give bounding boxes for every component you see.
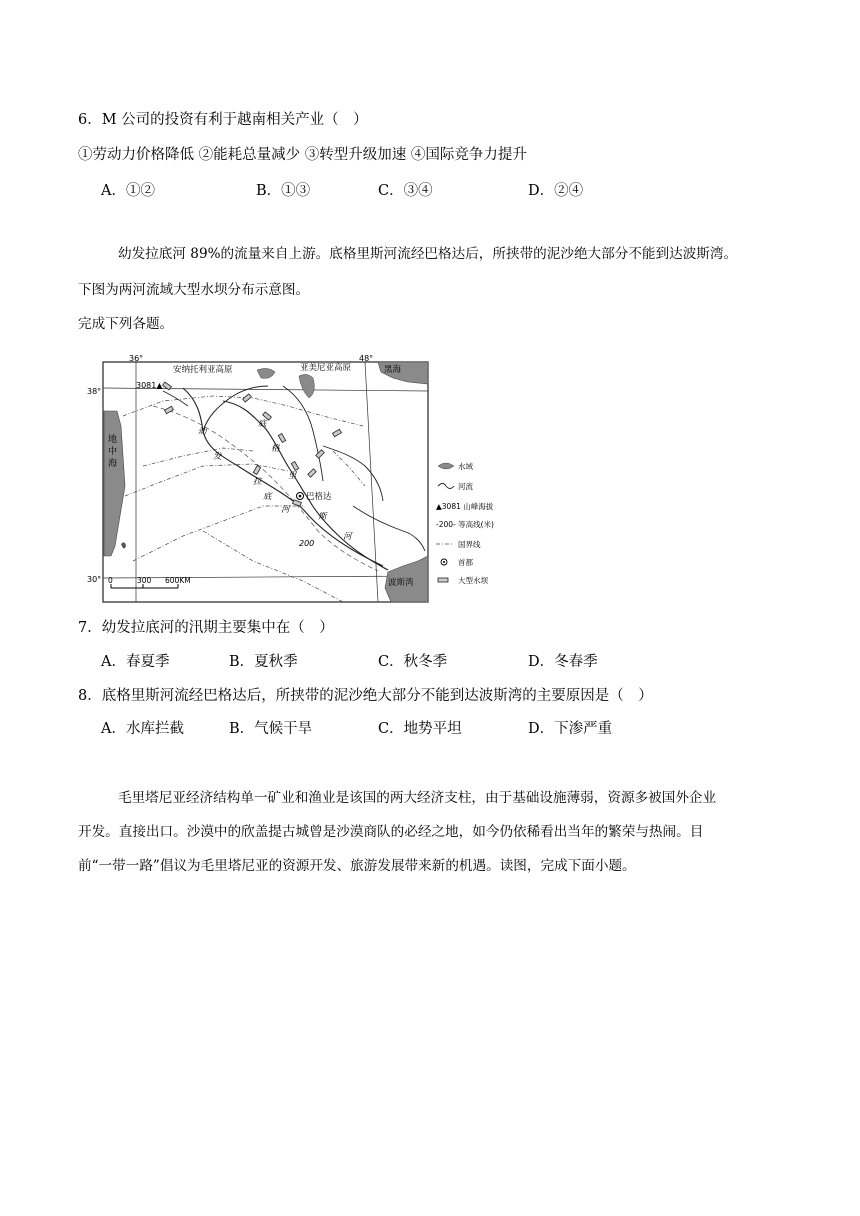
q6-option-d: D．②④ [528, 183, 584, 199]
q8-option-a: A．水库拦截 [101, 721, 184, 737]
passage1-line1: 幼发拉底河 89%的流量来自上游。底格里斯河流经巴格达后，所挟带的泥沙绝大部分不能到达波斯湾。 [118, 246, 738, 262]
q6-stem: 6．M 公司的投资有利于越南相关产业（ ） [78, 112, 368, 128]
q6-option-c: C．③④ [378, 183, 433, 199]
legend-river-icon [438, 484, 454, 489]
q8-option-c: C．地势平坦 [378, 721, 462, 737]
q6-option-a: A．①② [101, 183, 155, 199]
lat-label-38: 38° [87, 387, 102, 396]
q6-items: ①劳动力价格降低 ②能耗总量减少 ③转型升级加速 ④国际竞争力提升 [78, 147, 527, 163]
label-mediterranean-3: 海 [108, 459, 118, 469]
contour-label: 200 [299, 539, 315, 548]
capital-label: 巴格达 [306, 492, 332, 502]
svg-text:河: 河 [281, 505, 290, 515]
label-mediterranean-1: 地 [108, 435, 118, 445]
svg-text:河流: 河流 [458, 482, 473, 491]
peak-label: 3081▲ [136, 381, 163, 390]
label-mediterranean-2: 中 [108, 447, 118, 457]
q8-option-b: B．气候干旱 [229, 721, 313, 737]
q7-stem: 7．幼发拉底河的汛期主要集中在（ ） [78, 620, 334, 636]
svg-text:首都: 首都 [458, 558, 473, 567]
label-armenian-plateau: 亚美尼亚高原 [300, 363, 352, 373]
legend-dam-icon [438, 578, 448, 582]
svg-text:拉: 拉 [253, 477, 262, 487]
svg-text:河: 河 [343, 532, 352, 542]
svg-text:大型水坝: 大型水坝 [458, 576, 488, 585]
label-persian-gulf: 波斯湾 [388, 578, 414, 588]
passage1-line2: 下图为两河流域大型水坝分布示意图。 [78, 282, 310, 298]
svg-text:里: 里 [288, 471, 297, 481]
svg-text:格: 格 [271, 444, 280, 454]
q8-stem: 8．底格里斯河流经巴格达后，所挟带的泥沙绝大部分不能到达波斯湾的主要原因是（ ） [78, 688, 653, 704]
two-rivers-dam-map [87, 354, 503, 604]
svg-text:斯: 斯 [318, 512, 327, 522]
passage2-line1: 毛里塔尼亚经济结构单一矿业和渔业是该国的两大经济支柱，由于基础设施薄弱，资源多被国外企业 [118, 790, 717, 806]
q6-option-b: B．①③ [256, 183, 311, 199]
svg-text:发: 发 [213, 452, 222, 462]
q7-option-a: A．春夏季 [101, 654, 170, 670]
svg-text:600KM: 600KM [165, 576, 191, 585]
passage2-line2: 开发。直接出口。沙漠中的欣盖提古城曾是沙漠商队的必经之地，如今仍依稀看出当年的繁荣与热闹。目 [78, 824, 704, 840]
svg-text:底: 底 [263, 492, 272, 502]
svg-text:水域: 水域 [458, 462, 473, 471]
q7-option-b: B．夏秋季 [229, 654, 298, 670]
lon-label-48: 48° [359, 354, 374, 363]
legend-contour: -200- 等高线(米) [436, 520, 494, 529]
passage2-line3: 前“一带一路”倡议为毛里塔尼亚的资源开发、旅游发展带来新的机遇。读图，完成下面小题。 [78, 858, 636, 874]
label-black-sea: 黑海 [384, 365, 402, 375]
svg-text:0: 0 [108, 576, 113, 585]
lon-label-36: 36° [129, 354, 144, 363]
svg-text:国界线: 国界线 [458, 540, 481, 549]
legend-water-icon [438, 463, 454, 469]
svg-text:底: 底 [258, 419, 267, 429]
svg-text:300: 300 [137, 576, 152, 585]
legend-peak: ▲3081 山峰海拔 [436, 502, 494, 511]
q7-option-d: D．冬春季 [528, 654, 598, 670]
passage1-line3: 完成下列各题。 [78, 316, 174, 332]
legend [436, 461, 494, 585]
label-anatolian-plateau: 安纳托利亚高原 [173, 365, 233, 375]
q8-option-d: D．下渗严重 [528, 721, 613, 737]
lat-label-30: 30° [87, 575, 102, 584]
svg-text:幼: 幼 [198, 427, 207, 437]
q7-option-c: C．秋冬季 [378, 654, 448, 670]
